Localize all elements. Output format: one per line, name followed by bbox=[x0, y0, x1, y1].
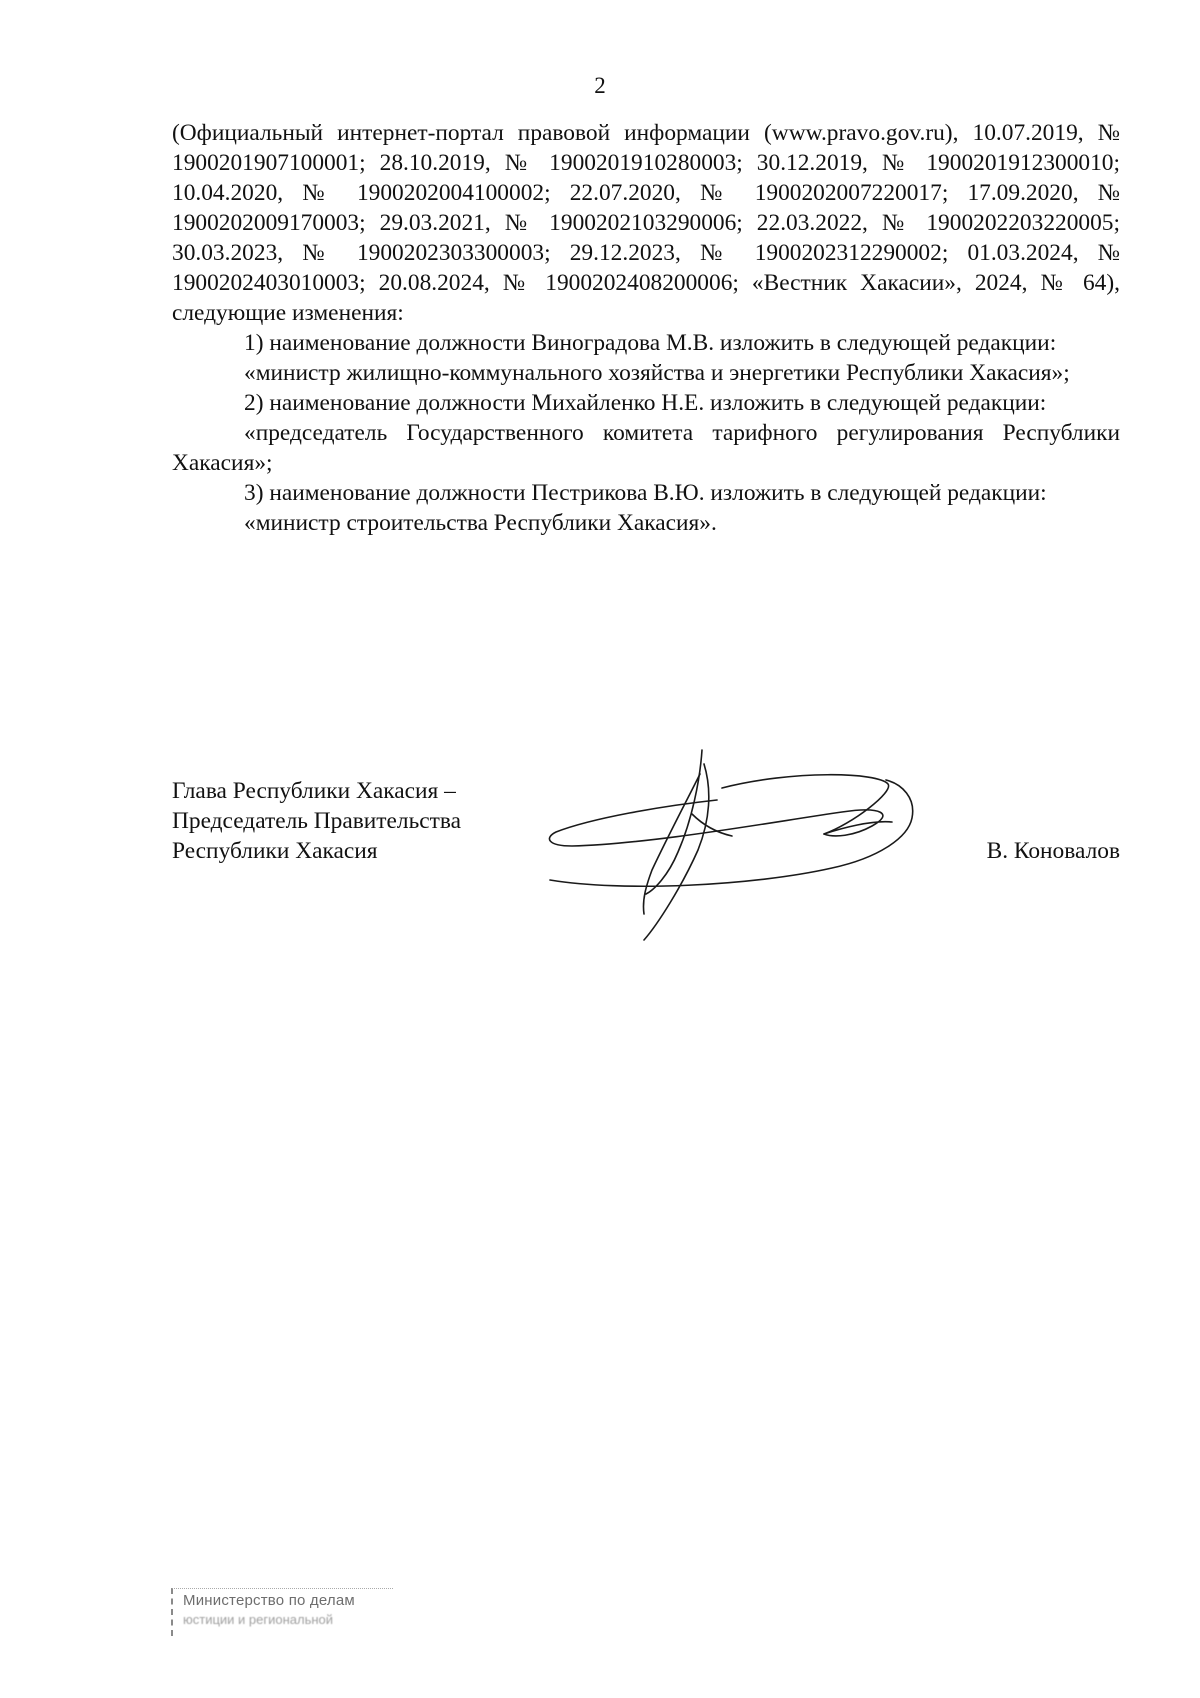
signature-stroke bbox=[646, 750, 702, 894]
document-body bbox=[172, 118, 1120, 538]
registration-stamp bbox=[171, 1588, 393, 1636]
paragraph-item-3-text: «министр строительства Республики Хакасия». bbox=[244, 510, 717, 536]
paragraph-item-2-text: «председатель Государственного комитета тарифного регулирования Республики Хакасия»; bbox=[172, 420, 1120, 476]
paragraph-item-3: 3) наименование должности Пестрикова В.Ю. изложить в следующей редакции: bbox=[244, 480, 1047, 506]
signer-position-line: Председатель Правительства bbox=[172, 808, 461, 834]
signer-position-line: Глава Республики Хакасия – bbox=[172, 778, 456, 804]
signature-block bbox=[172, 776, 1120, 956]
signature-stroke bbox=[549, 800, 892, 846]
signature-stroke bbox=[550, 780, 913, 886]
page-number: 2 bbox=[594, 73, 606, 98]
paragraph-item-2: 2) наименование должности Михайленко Н.Е. изложить в следующей редакции: bbox=[244, 390, 1047, 416]
signer-position bbox=[172, 776, 461, 866]
paragraph-item-1: 1) наименование должности Виноградова М.В. изложить в следующей редакции: bbox=[244, 330, 1057, 356]
signature-stroke bbox=[692, 814, 732, 836]
paragraph-amendment-sources: (Официальный интернет-портал правовой информации (www.pravo.gov.ru), 10.07.2019, № 1900201907100001; 28.10.2019, № 1900201910280003; 30.12.2019, № 1900201912300010; 10.04.2020, № 1900202004100002; 22.07.2020, № 1900202007220017; 17.09.2020, № 1900202009170003; 29.03.2021, № 1900202103290006; 22.03.2022, № 1900202203220005; 30.03.2023, № 1900202303300003; 29.12.2023, № 1900202312290002; 01.03.2024, № 1900202403010003; 20.08.2024, № 1900202408200006; «Вестник Хакасии», 2024, № 64), следующие изменения: bbox=[172, 120, 1120, 326]
signature-stroke bbox=[643, 774, 700, 914]
signer-name: В. Коновалов bbox=[986, 838, 1120, 864]
signer-position-line: Республики Хакасия bbox=[172, 838, 378, 864]
stamp-line: юстиции и региональной bbox=[183, 1612, 334, 1627]
signature-stroke bbox=[722, 775, 889, 834]
stamp-line: Министерство по делам bbox=[183, 1592, 355, 1609]
paragraph-item-1-text: «министр жилищно-коммунального хозяйства и энергетики Республики Хакасия»; bbox=[244, 360, 1070, 386]
signature-stroke bbox=[644, 764, 709, 940]
handwritten-signature bbox=[542, 740, 932, 950]
